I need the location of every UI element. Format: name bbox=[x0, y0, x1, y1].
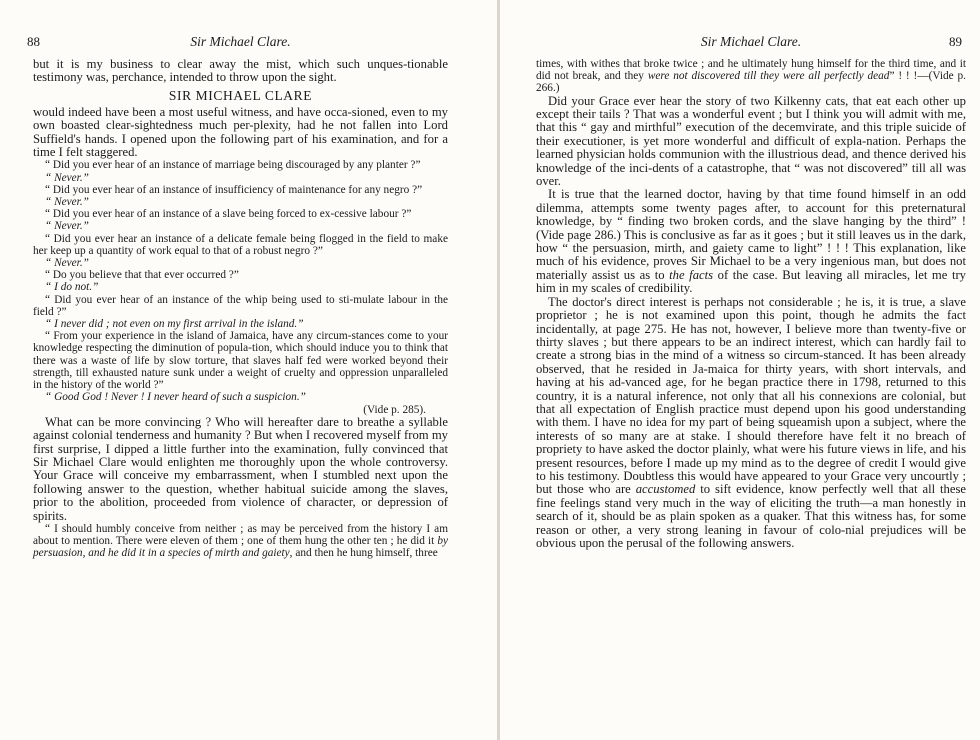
paragraph: Did your Grace ever hear the story of two Kilkenny cats, that eat each other up except their tails ? That was a wonderful event ; but I think you will admit with me, that this “ gay and mirthful” execution of the decemvirate, and this triple suicide of their executioner, is yet more wonderful and difficult of expla-nation. Perhaps the learned physician holds communion with the illustrious dead, and thence derived his knowledge of the inci-dents of a catastrophe, that “ was not discovered” till all was over. bbox=[536, 93, 966, 189]
text-part: of the case. But leaving all miracles, let me try him in my scales of credibility. bbox=[536, 267, 966, 296]
question: “ Did you ever hear of an instance of a slave being forced to ex-cessive labour ?” bbox=[45, 208, 412, 221]
paragraph bbox=[536, 188, 966, 295]
page-number-right: 89 bbox=[949, 34, 962, 49]
answer bbox=[33, 172, 448, 184]
answer bbox=[33, 281, 448, 293]
text-emphasis: the facts bbox=[669, 267, 714, 282]
paragraph: but it is my business to clear away the mist, which such unques-tionable testimony was, perchance, intended to throw upon the sight. bbox=[33, 57, 448, 85]
running-title-left: Sir Michael Clare. bbox=[190, 34, 291, 49]
paragraph bbox=[536, 296, 966, 551]
quoted-answer bbox=[33, 523, 448, 560]
paragraph: What can be more convincing ? Who will hereafter dare to breathe a syllable against colonial tenderness and humanity ? But when I recovered myself from my first surprise, I dipped a little further into the examination, fully convinced that Sir Michael Clare would enlighten me thoroughly upon the whole controversy. Your Grace will conceive my embarrassment, when I stumbled next upon the following answer to the question, whether habitual suicide among the slaves, prior to the abolition, proceeded from violence of character, or depression of spirits. bbox=[33, 414, 448, 523]
answer-text: “ I never did ; not even on my first arrival in the island.” bbox=[45, 318, 304, 331]
answer-text: “ Never.” bbox=[45, 257, 89, 270]
question: “ Did you ever hear an instance of a delicate female being flogged in the field to make her keep up a quantity of work equal to that of a robust negro ?” bbox=[33, 232, 448, 257]
text-part: to sift evidence, know perfectly well that all these fine feelings stand very much in the way of eliciting the truth—a man honestly in search of it, should be as plain spoken as a quaker. That this witness has, for some reason or other, a very strong leaning in favour of colo-nial prejudices will be obvious upon the perusal of the following answers. bbox=[536, 482, 966, 551]
quote-emphasis: were not discovered till they were all perfectly dead bbox=[647, 70, 890, 83]
question: “ Did you ever hear of an instance of the whip being used to sti-mulate labour in the field ?” bbox=[33, 293, 448, 318]
left-page bbox=[0, 0, 462, 740]
quote-part: , and then he hung himself, three bbox=[289, 547, 438, 560]
answer bbox=[33, 196, 448, 208]
running-title-right: Sir Michael Clare. bbox=[700, 34, 802, 49]
text-part: The doctor's direct interest is perhaps not considerable ; he is, it is true, a slave proprietor ; he is not examined upon this point, though he admits the fact incidentally, at page 275. He has not, however, I believe more than twenty-five or thirty slaves ; but there appears to be an indirect interest, which can hardly fail to create a strong bias in the mind of a witness so circum-stanced. It has been already observed, that he resided in Ja-maica for thirty years, with short intervals, and having at his ad-vanced age, for he began practice there in 1798, returned to this country, it is a natural inference, not only that all his connexions are colonial, but that all expectation of English practice must depend upon his good understanding with them. I have no idea for my part of being squeamish upon a subject, where the interests of so many are at stake. I should therefore have felt it no breach of propriety to have asked the doctor plainly, what were his future views in life, and his present resources, before I made up my mind as to the degree of credit I would give to his testimony. Doubtless this would have appeared to your Grace very uncourtly ; but those who are bbox=[536, 294, 966, 497]
text-emphasis: accustomed bbox=[635, 482, 696, 497]
page-number-left: 88 bbox=[27, 34, 40, 49]
answer-text: “ Never.” bbox=[45, 220, 89, 233]
answer bbox=[33, 318, 448, 330]
question: “ Do you believe that that ever occurred ?” bbox=[45, 269, 239, 282]
answer-text: “ I do not.” bbox=[45, 281, 99, 294]
question: “ Did you ever hear of an instance of insufficiency of maintenance for any negro ?” bbox=[45, 183, 423, 196]
left-page-header bbox=[27, 34, 448, 50]
paragraph: would indeed have been a most useful witness, and have occa-sioned, even to my own boasted clear-sightedness much per-plexity, had he not fallen into Lord Suffield's hands. I opened upon the following part of his examination, and for a time I felt staggered. bbox=[33, 104, 448, 160]
citation: (Vide p. 285). bbox=[363, 403, 426, 416]
answer bbox=[33, 391, 448, 403]
question: “ From your experience in the island of Jamaica, have any circum-stances come to your knowledge respecting the diminution of popula-tion, which should induce you to think that there was a waste of life by slow torture, that slaves half fed were worked beyond their strength, till exhausted nature sunk under a weight of cruelty and oppression unparalleled in the history of the world ?” bbox=[33, 330, 448, 392]
text-part: It is true that the learned doctor, having by that time found himself in an odd dilemma, attempts some twenty pages after, to account for this preternatural knowledge, by “ finding two broken cords, and the slave hanging by the third” ! (Vide page 286.) This is conclusive as far as it goes ; but it still leaves us in the dark, how “ the persuasion, mirth, and gaiety came to light” ! ! ! This explanation, like much of his evidence, proves Sir Michael to be a very ingenious man, but does not materially assist us as to bbox=[536, 187, 966, 282]
book-gutter bbox=[497, 0, 500, 740]
answer bbox=[33, 220, 448, 232]
quote-part: “ I should humbly conceive from neither ; as may be perceived from the history I am about to mention. There were eleven of them ; one of them hung the other ten ; he did it bbox=[33, 522, 448, 548]
answer-text: “ Never.” bbox=[45, 196, 89, 209]
quote-emphasis: by persuasion, and he did it in a species of mirth and gaiety bbox=[33, 535, 448, 560]
right-page bbox=[520, 0, 980, 740]
right-page-header bbox=[536, 34, 966, 50]
answer-text: “ Good God ! Never ! I never heard of such a suspicion.” bbox=[45, 391, 306, 404]
quote-part: ” ! ! !—(Vide p. 266.) bbox=[536, 70, 966, 95]
quote-part: times, with withes that broke twice ; and he ultimately hung himself for the third time, and it did not break, and they bbox=[536, 58, 966, 83]
quote-continuation bbox=[536, 58, 966, 95]
section-heading: SIR MICHAEL CLARE bbox=[168, 87, 313, 103]
answer bbox=[33, 257, 448, 269]
answer-text: “ Never.” bbox=[45, 171, 89, 184]
question: “ Did you ever hear of an instance of marriage being discouraged by any planter ?” bbox=[45, 159, 421, 172]
